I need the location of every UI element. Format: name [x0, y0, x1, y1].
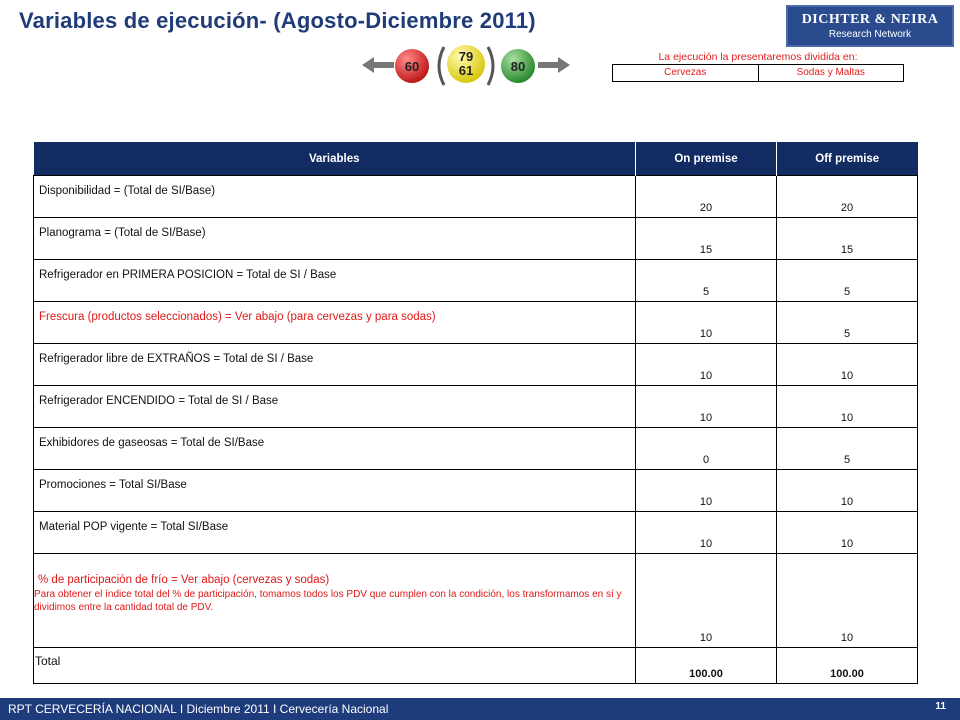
row-label: Exhibidores de gaseosas = Total de SI/Base — [34, 428, 636, 470]
row-on-value: 20 — [636, 176, 777, 218]
score-scale-graphic — [360, 42, 572, 88]
row-label: Refrigerador en PRIMERA POSICION = Total de SI / Base — [34, 260, 636, 302]
table-row — [34, 344, 918, 386]
header-variables: Variables — [34, 142, 636, 176]
row-off-value: 10 — [777, 554, 918, 648]
row-off-value: 5 — [777, 302, 918, 344]
row-label: Planograma = (Total de SI/Base) — [34, 218, 636, 260]
table-row — [34, 302, 918, 344]
header-off-premise: Off premise — [777, 142, 918, 176]
table-row — [34, 428, 918, 470]
division-option-cervezas: Cervezas — [664, 67, 707, 78]
table-total-row — [34, 648, 918, 684]
logo-line-1: DICHTER & NEIRA — [801, 12, 939, 27]
row-note: Para obtener el índice total del % de participación, tomamos todos los PDV que cumplen con la condición, los transformamos en sí y dividimos entre la cantidad total de PDV. — [34, 589, 622, 613]
row-label: Frescura (productos seleccionados) = Ver abajo (para cervezas y para sodas) — [34, 302, 636, 344]
table-row — [34, 386, 918, 428]
row-on-value: 0 — [636, 428, 777, 470]
row-label-cell — [34, 554, 636, 648]
row-off-value: 10 — [777, 386, 918, 428]
division-options — [612, 64, 904, 82]
row-on-value: 10 — [636, 470, 777, 512]
table-row — [34, 218, 918, 260]
total-label: Total — [34, 648, 636, 684]
row-off-value: 10 — [777, 512, 918, 554]
division-option-sodas: Sodas y Maltas — [758, 65, 904, 81]
total-on-value: 100.00 — [636, 648, 777, 684]
row-label: Promociones = Total SI/Base — [34, 470, 636, 512]
row-on-value: 10 — [636, 386, 777, 428]
row-on-value: 10 — [636, 344, 777, 386]
company-logo — [786, 5, 954, 47]
total-off-value: 100.00 — [777, 648, 918, 684]
page-title: Variables de ejecución- (Agosto-Diciembre 2011) — [19, 8, 536, 33]
row-label: % de participación de frío = Ver abajo (cervezas y sodas) — [38, 574, 330, 586]
scale-middle-top-value: 79 — [458, 49, 474, 64]
scale-right-value: 80 — [510, 59, 526, 74]
row-label: Material POP vigente = Total SI/Base — [34, 512, 636, 554]
variables-table — [33, 142, 918, 684]
row-on-value: 5 — [636, 260, 777, 302]
row-off-value: 10 — [777, 344, 918, 386]
scale-middle-bottom-value: 61 — [458, 63, 474, 78]
right-arrow-icon — [538, 57, 570, 73]
footer-bar — [0, 698, 960, 720]
row-label: Refrigerador libre de EXTRAÑOS = Total de SI / Base — [34, 344, 636, 386]
division-box — [612, 51, 904, 82]
row-on-value: 10 — [636, 512, 777, 554]
footer-text: RPT CERVECERÍA NACIONAL I Diciembre 2011 I Cervecería Nacional — [8, 702, 389, 716]
table-row — [34, 470, 918, 512]
table-header-row — [34, 142, 918, 176]
row-off-value: 15 — [777, 218, 918, 260]
row-off-value: 20 — [777, 176, 918, 218]
row-off-value: 5 — [777, 260, 918, 302]
row-label: Refrigerador ENCENDIDO = Total de SI / Base — [34, 386, 636, 428]
table-row — [34, 176, 918, 218]
row-label: Disponibilidad = (Total de SI/Base) — [34, 176, 636, 218]
header-on-premise: On premise — [636, 142, 777, 176]
page-number: 11 — [935, 701, 946, 712]
right-bracket-icon — [488, 47, 493, 85]
left-arrow-icon — [362, 57, 394, 73]
row-off-value: 5 — [777, 428, 918, 470]
row-on-value: 10 — [636, 554, 777, 648]
table-row — [34, 554, 918, 648]
scale-left-value: 60 — [404, 59, 420, 74]
table-row — [34, 260, 918, 302]
left-bracket-icon — [439, 47, 444, 85]
division-caption: La ejecución la presentaremos dividida en: — [658, 51, 858, 63]
logo-line-2: Research Network — [828, 29, 912, 40]
row-on-value: 15 — [636, 218, 777, 260]
row-off-value: 10 — [777, 470, 918, 512]
row-on-value: 10 — [636, 302, 777, 344]
table-row — [34, 512, 918, 554]
